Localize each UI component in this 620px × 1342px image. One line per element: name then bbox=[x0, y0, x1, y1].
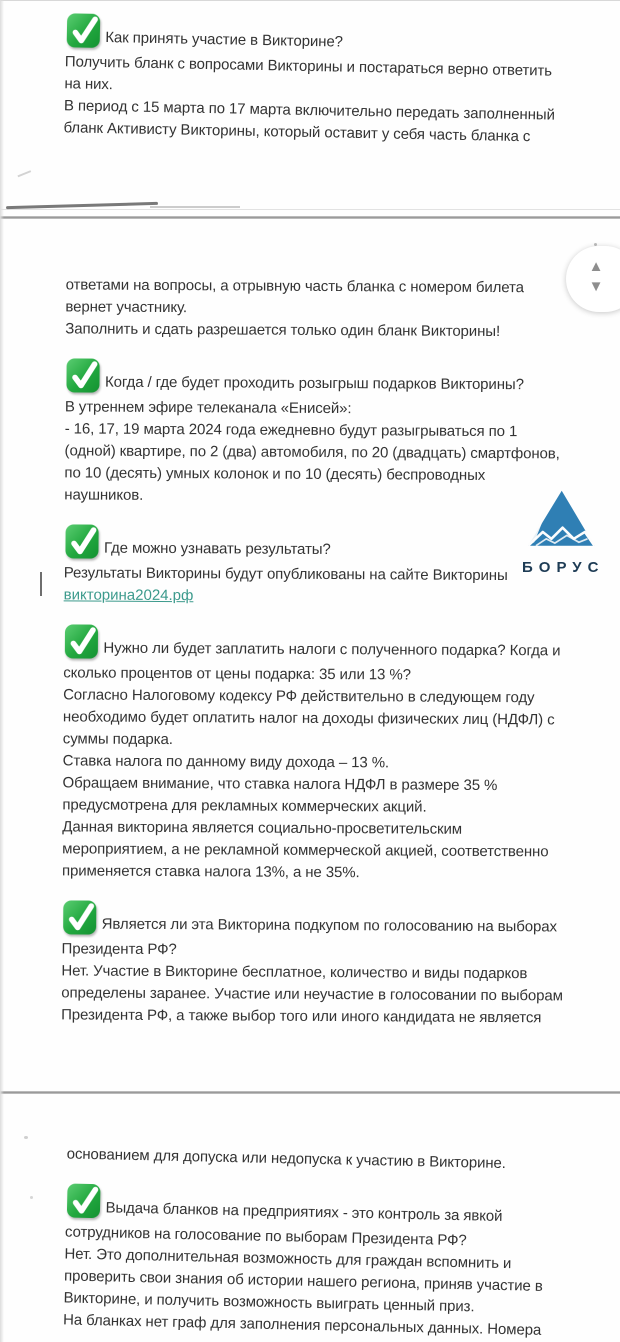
check-mark-icon bbox=[62, 896, 99, 938]
question-text: Как принять участие в Викторине? bbox=[105, 29, 344, 51]
mountain-icon bbox=[516, 489, 604, 556]
document-page-1 bbox=[0, 0, 620, 217]
answer-text: Получить бланк с вопросами Викторины и постараться верно ответить на них. bbox=[64, 53, 553, 94]
faq-question bbox=[63, 620, 565, 687]
question-text: Выдача бланков на предприятиях - это контроль за явкой сотрудников на голосование по выборам Президента РФ? bbox=[64, 1199, 503, 1250]
logo-text: БОРУС bbox=[522, 559, 605, 576]
question-text: Нужно ли будет заплатить налоги с полученного подарка? Когда и сколько процентов от цены подарка: 35 или 13 %? bbox=[63, 639, 561, 684]
answer-text: Нет. Это дополнительная возможность для граждан вспомнить и проверить свои знания об истории нашего региона, приняв участие в Викторине, и получить возможность выиграть ценный приз. bbox=[63, 1245, 543, 1316]
answer-text: Обращаем внимание, что ставка налога НДФЛ в размере 35 % предусмотрена для рекламных коммерческих акций. bbox=[62, 774, 498, 816]
borus-logo bbox=[516, 489, 604, 576]
answer-text: Нет. Участие в Викторине бесплатное, количество и виды подарков определены заранее. Участие или неучастие в голосовании по выборам Президента РФ, а также выбор того или иного кандидата не является bbox=[61, 962, 563, 1027]
answer-text: Результаты Викторины будут опубликованы на сайте Викторины bbox=[63, 564, 508, 585]
faq-question bbox=[64, 520, 566, 565]
answer-text: Данная викторина является социально-просветительским мероприятием, а не рекламной коммерческой акцией, соответственно применяется ставка налога 13%, а не 35%. bbox=[61, 818, 549, 882]
faq-question bbox=[65, 354, 567, 399]
answer-text: В период с 15 марта по 17 марта включительно передать заполненный бланк Активисту Викторины, который оставит у себя часть бланка с bbox=[63, 97, 556, 146]
check-mark-icon bbox=[65, 1179, 103, 1222]
check-mark-icon bbox=[63, 620, 100, 662]
answer-text: ответами на вопросы, а отрывную часть бланка с номером билета вернет участнику. bbox=[65, 276, 524, 317]
question-text: Где можно узнавать результаты? bbox=[103, 539, 331, 559]
faq-question bbox=[61, 896, 563, 963]
document-page-3 bbox=[0, 1094, 620, 1342]
answer-text: В утреннем эфире телеканала «Енисей»: bbox=[64, 398, 352, 418]
answer-text: На бланках нет граф для заполнения персональных данных. Номера bbox=[62, 1311, 542, 1339]
question-text: Является ли эта Викторина подкупом по голосованию на выборах Президента РФ? bbox=[61, 915, 557, 959]
answer-text: Согласно Налоговому кодексу РФ действительно в следующем году необходимо будет оплатить налог на доходы физических лиц (НДФЛ) с суммы подарка. bbox=[62, 686, 555, 749]
answer-text: - 16, 17, 19 марта 2024 года ежедневно будут разыгрываться по 1 (одной) квартире, по 2 (два) автомобиля, по 20 (двадцать) смартфонов, по 10 (десять) умных колонок и по 10 (десять) беспроводных наушников. bbox=[64, 420, 560, 504]
scroll-down-button[interactable]: ▼ bbox=[588, 278, 604, 295]
check-mark-icon bbox=[65, 9, 103, 52]
answer-text: Ставка налога по данному виду дохода – 13 %. bbox=[62, 752, 390, 772]
document-page-2 bbox=[0, 219, 620, 1091]
quiz-site-link[interactable]: викторина2024.рф bbox=[63, 586, 194, 605]
answer-text: Заполнить и сдать разрешается только один бланк Викторины! bbox=[65, 320, 501, 341]
scroll-up-button[interactable]: ▲ bbox=[588, 258, 604, 275]
check-mark-icon bbox=[64, 520, 101, 562]
faq-question bbox=[65, 1179, 578, 1254]
question-text: Когда / где будет проходить розыгрыш подарков Викторины? bbox=[104, 373, 524, 394]
answer-text: основанием для допуска или недопуска к участию в Викторине. bbox=[66, 1145, 507, 1173]
check-mark-icon bbox=[65, 354, 102, 396]
